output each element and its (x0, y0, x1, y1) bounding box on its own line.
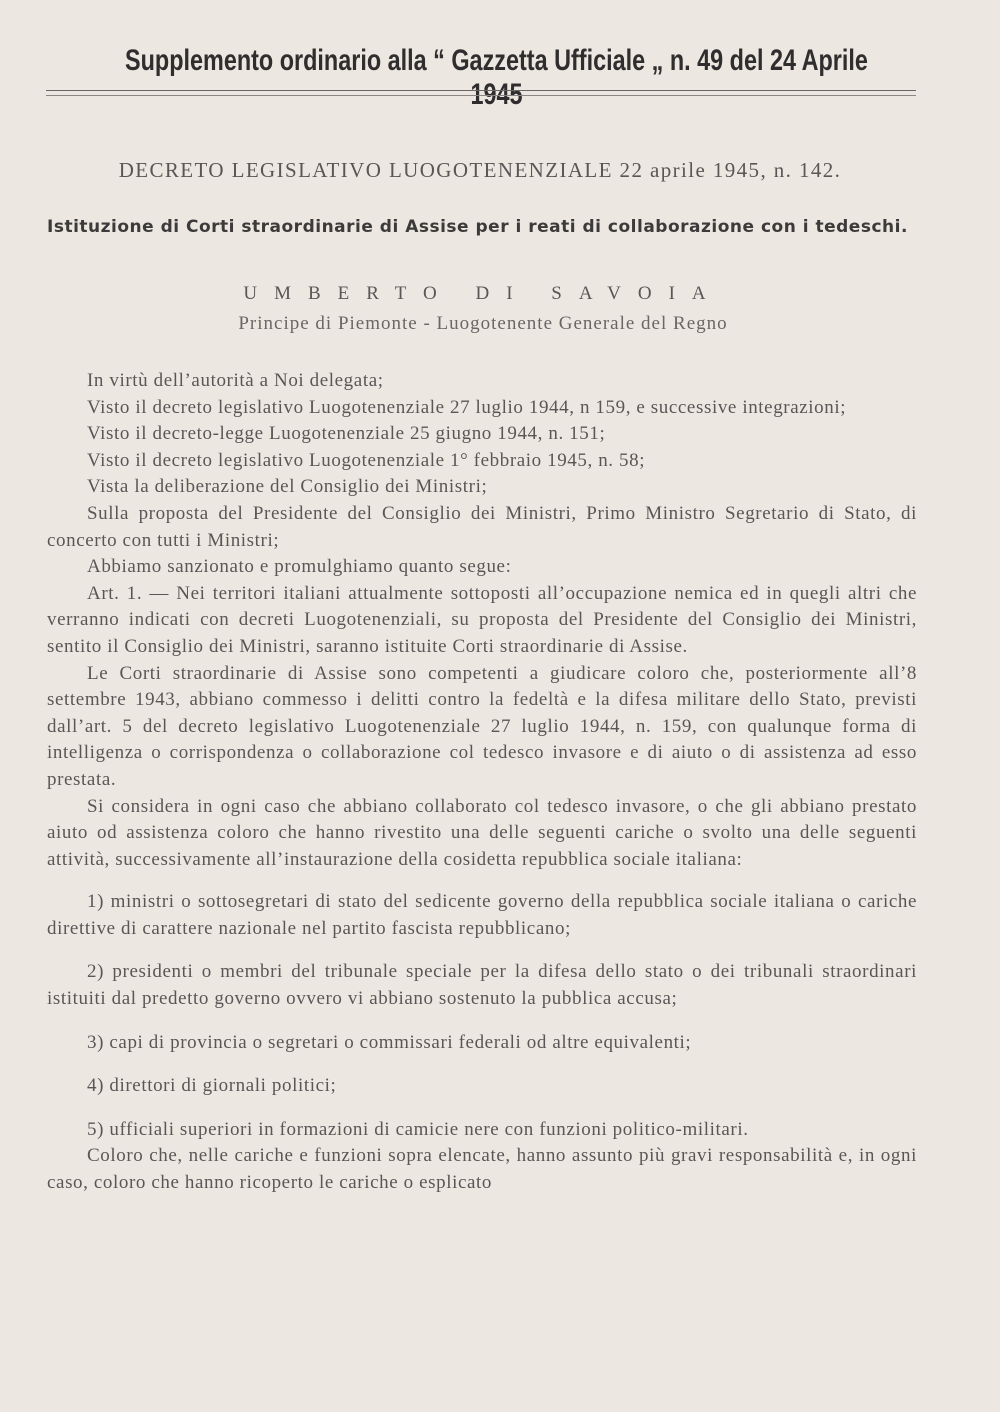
decree-title: DECRETO LEGISLATIVO LUOGOTENENZIALE 22 aprile 1945, n. 142. (118, 158, 842, 182)
header-rule (46, 90, 916, 91)
preamble-paragraph: Visto il decreto legislativo Luogotenenziale 1° febbraio 1945, n. 58; (87, 449, 646, 471)
decree-subject: Istituzione di Corti straordinarie di Assise per i reati di collaborazione con i tedeschi. (47, 217, 908, 237)
preamble-paragraph: Visto il decreto legislativo Luogotenenziale 27 luglio 1944, n 159, e successive integrazioni; (87, 396, 847, 418)
list-item: 5) ufficiali superiori in formazioni di camicie nere con funzioni politico-militari. (87, 1118, 749, 1140)
header-rule-secondary (46, 95, 916, 96)
preamble-paragraph: Abbiamo sanzionato e promulghiamo quanto segue: (87, 556, 512, 578)
sovereign-name: UMBERTO DI SAVOIA (243, 283, 723, 304)
preamble-paragraph: In virtù dell’autorità a Noi delegata; (87, 370, 384, 391)
list-item: 3) capi di provincia o segretari o commissari federali od altre equivalenti; (87, 1031, 692, 1053)
list-item: 2) presidenti o membri del tribunale speciale per la difesa dello stato o dei tribunali straordinari istituiti dal predetto governo ovvero vi abbiano sostenuto la pubblica accusa; (47, 961, 917, 1010)
list-item: 1) ministri o sottosegretari di stato del sedicente governo della repubblica sociale italiana o cariche direttive di carattere nazionale nel partito fascista repubblicano; (47, 891, 917, 939)
preamble-paragraph: Vista la deliberazione del Consiglio dei Ministri; (87, 476, 488, 498)
preamble-paragraph: Visto il decreto-legge Luogotenenziale 25 giugno 1944, n. 151; (87, 423, 606, 445)
article-paragraph: Si considera in ogni caso che abbiano collaborato col tedesco invasore, o che gli abbiano prestato aiuto od assistenza coloro che hanno rivestito una delle seguenti cariche o svolto una delle seguenti attività, successivamente all’instaurazione della cosidetta repubblica sociale italiana: (47, 795, 917, 870)
article-paragraph: Le Corti straordinarie di Assise sono competenti a giudicare coloro che, posteriormente all’8 settembre 1943, abbiano commesso i delitti contro la fedeltà e la difesa militare dello Stato, previsti dall’art. 5 del decreto legislativo Luogotenenziale 27 luglio 1944, n. 159, con qualunque forma di intelligenza o corrispondenza o collaborazione col tedesco invasore e di aiuto o di assistenza ad esso prestata. (47, 662, 917, 790)
sovereign-title: Principe di Piemonte - Luogotenente Generale del Regno (238, 313, 728, 334)
list-item: 4) direttori di giornali politici; (87, 1075, 337, 1097)
gazette-header-title: Supplemento ordinario alla “ Gazzetta Ufficiale „ n. 49 del 24 Aprile 1945 (125, 44, 868, 111)
decree-body (47, 368, 917, 1197)
preamble-paragraph: Sulla proposta del Presidente del Consiglio dei Ministri, Primo Ministro Segretario di Stato, di concerto con tutti i Ministri; (47, 502, 917, 551)
article-paragraph: Art. 1. — Nei territori italiani attualmente sottoposti all’occupazione nemica ed in quegli altri che verranno indicati con decreti Luogotenenziali, su proposta del Presidente del Consiglio dei Ministri, sentito il Consiglio dei Ministri, saranno istituite Corti straordinarie di Assise. (47, 582, 917, 657)
closing-paragraph: Coloro che, nelle cariche e funzioni sopra elencate, hanno assunto più gravi responsabilità e, in ogni caso, coloro che hanno ricoperto le cariche o esplicato (47, 1145, 917, 1194)
